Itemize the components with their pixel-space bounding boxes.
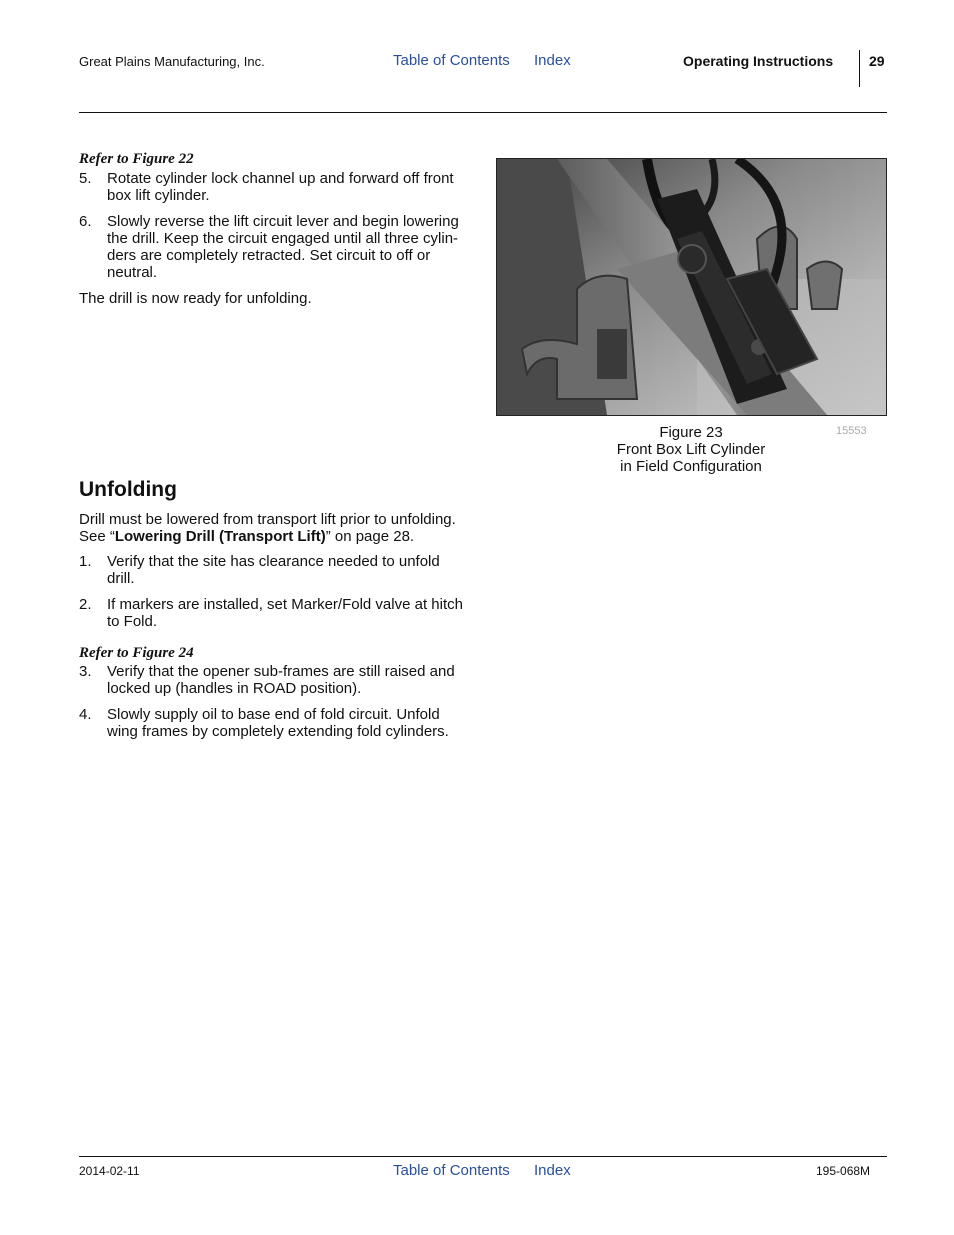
caption-line: in Field Configuration [620, 458, 762, 475]
step-1 [79, 553, 471, 587]
caption-line: Front Box Lift Cylinder [616, 441, 766, 458]
cylinder-photo-illustration [497, 159, 886, 415]
step-number: 5. [79, 170, 92, 187]
refer-figure-22: Refer to Figure 22 [79, 151, 194, 167]
header-index-link[interactable]: Index [534, 52, 571, 69]
step-text: Rotate cylinder lock channel up and forward off front box lift cylinder. [107, 170, 454, 204]
footer-date: 2014-02-11 [79, 1164, 140, 1178]
step-number: 3. [79, 663, 92, 680]
section-title: Operating Instructions [683, 53, 834, 69]
header-toc-link[interactable]: Table of Contents [393, 52, 510, 69]
figure-caption [596, 424, 786, 475]
header-divider [859, 50, 860, 87]
footer-toc-link[interactable]: Table of Contents [393, 1162, 510, 1179]
step-text: Verify that the site has clearance needed to unfold drill. [107, 553, 440, 587]
header-rule [79, 112, 887, 113]
unfolding-intro [79, 511, 471, 545]
intro-text: Drill must be lowered from transport lift prior to unfolding. See “ [79, 511, 456, 545]
figure-23-photo [496, 158, 887, 416]
footer-doc-number: 195-068M [816, 1164, 871, 1178]
step-number: 2. [79, 596, 92, 613]
step-4 [79, 706, 471, 740]
step-6 [79, 213, 471, 281]
step-number: 4. [79, 706, 92, 723]
section-heading-unfolding: Unfolding [79, 478, 177, 501]
step-text: Slowly supply oil to base end of fold circuit. Unfold wing frames by completely extending fold cylinders. [107, 706, 449, 740]
page-number: 29 [869, 53, 885, 69]
step-2 [79, 596, 471, 630]
step-5 [79, 170, 471, 204]
footer-index-link[interactable]: Index [534, 1162, 571, 1179]
figure-image-id: 15553 [836, 425, 867, 437]
intro-bold-ref: Lowering Drill (Transport Lift) [114, 528, 326, 545]
caption-line: Figure 23 [659, 424, 723, 441]
company-name: Great Plains Manufacturing, Inc. [79, 54, 265, 69]
step-text: If markers are installed, set Marker/Fold valve at hitch to Fold. [107, 596, 463, 630]
footer-rule [79, 1156, 887, 1157]
step-number: 6. [79, 213, 92, 230]
ready-text: The drill is now ready for unfolding. [79, 290, 312, 307]
step-number: 1. [79, 553, 92, 570]
step-3 [79, 663, 471, 697]
step-text: Slowly reverse the lift circuit lever and begin lowering the drill. Keep the circuit engaged until all three cylin-ders are completely retracted. Set circuit to off or neutral. [107, 213, 459, 281]
refer-figure-24: Refer to Figure 24 [79, 645, 194, 661]
step-text: Verify that the opener sub-frames are still raised and locked up (handles in ROAD position). [107, 663, 455, 697]
intro-text-end: ” on page 28. [325, 528, 415, 545]
